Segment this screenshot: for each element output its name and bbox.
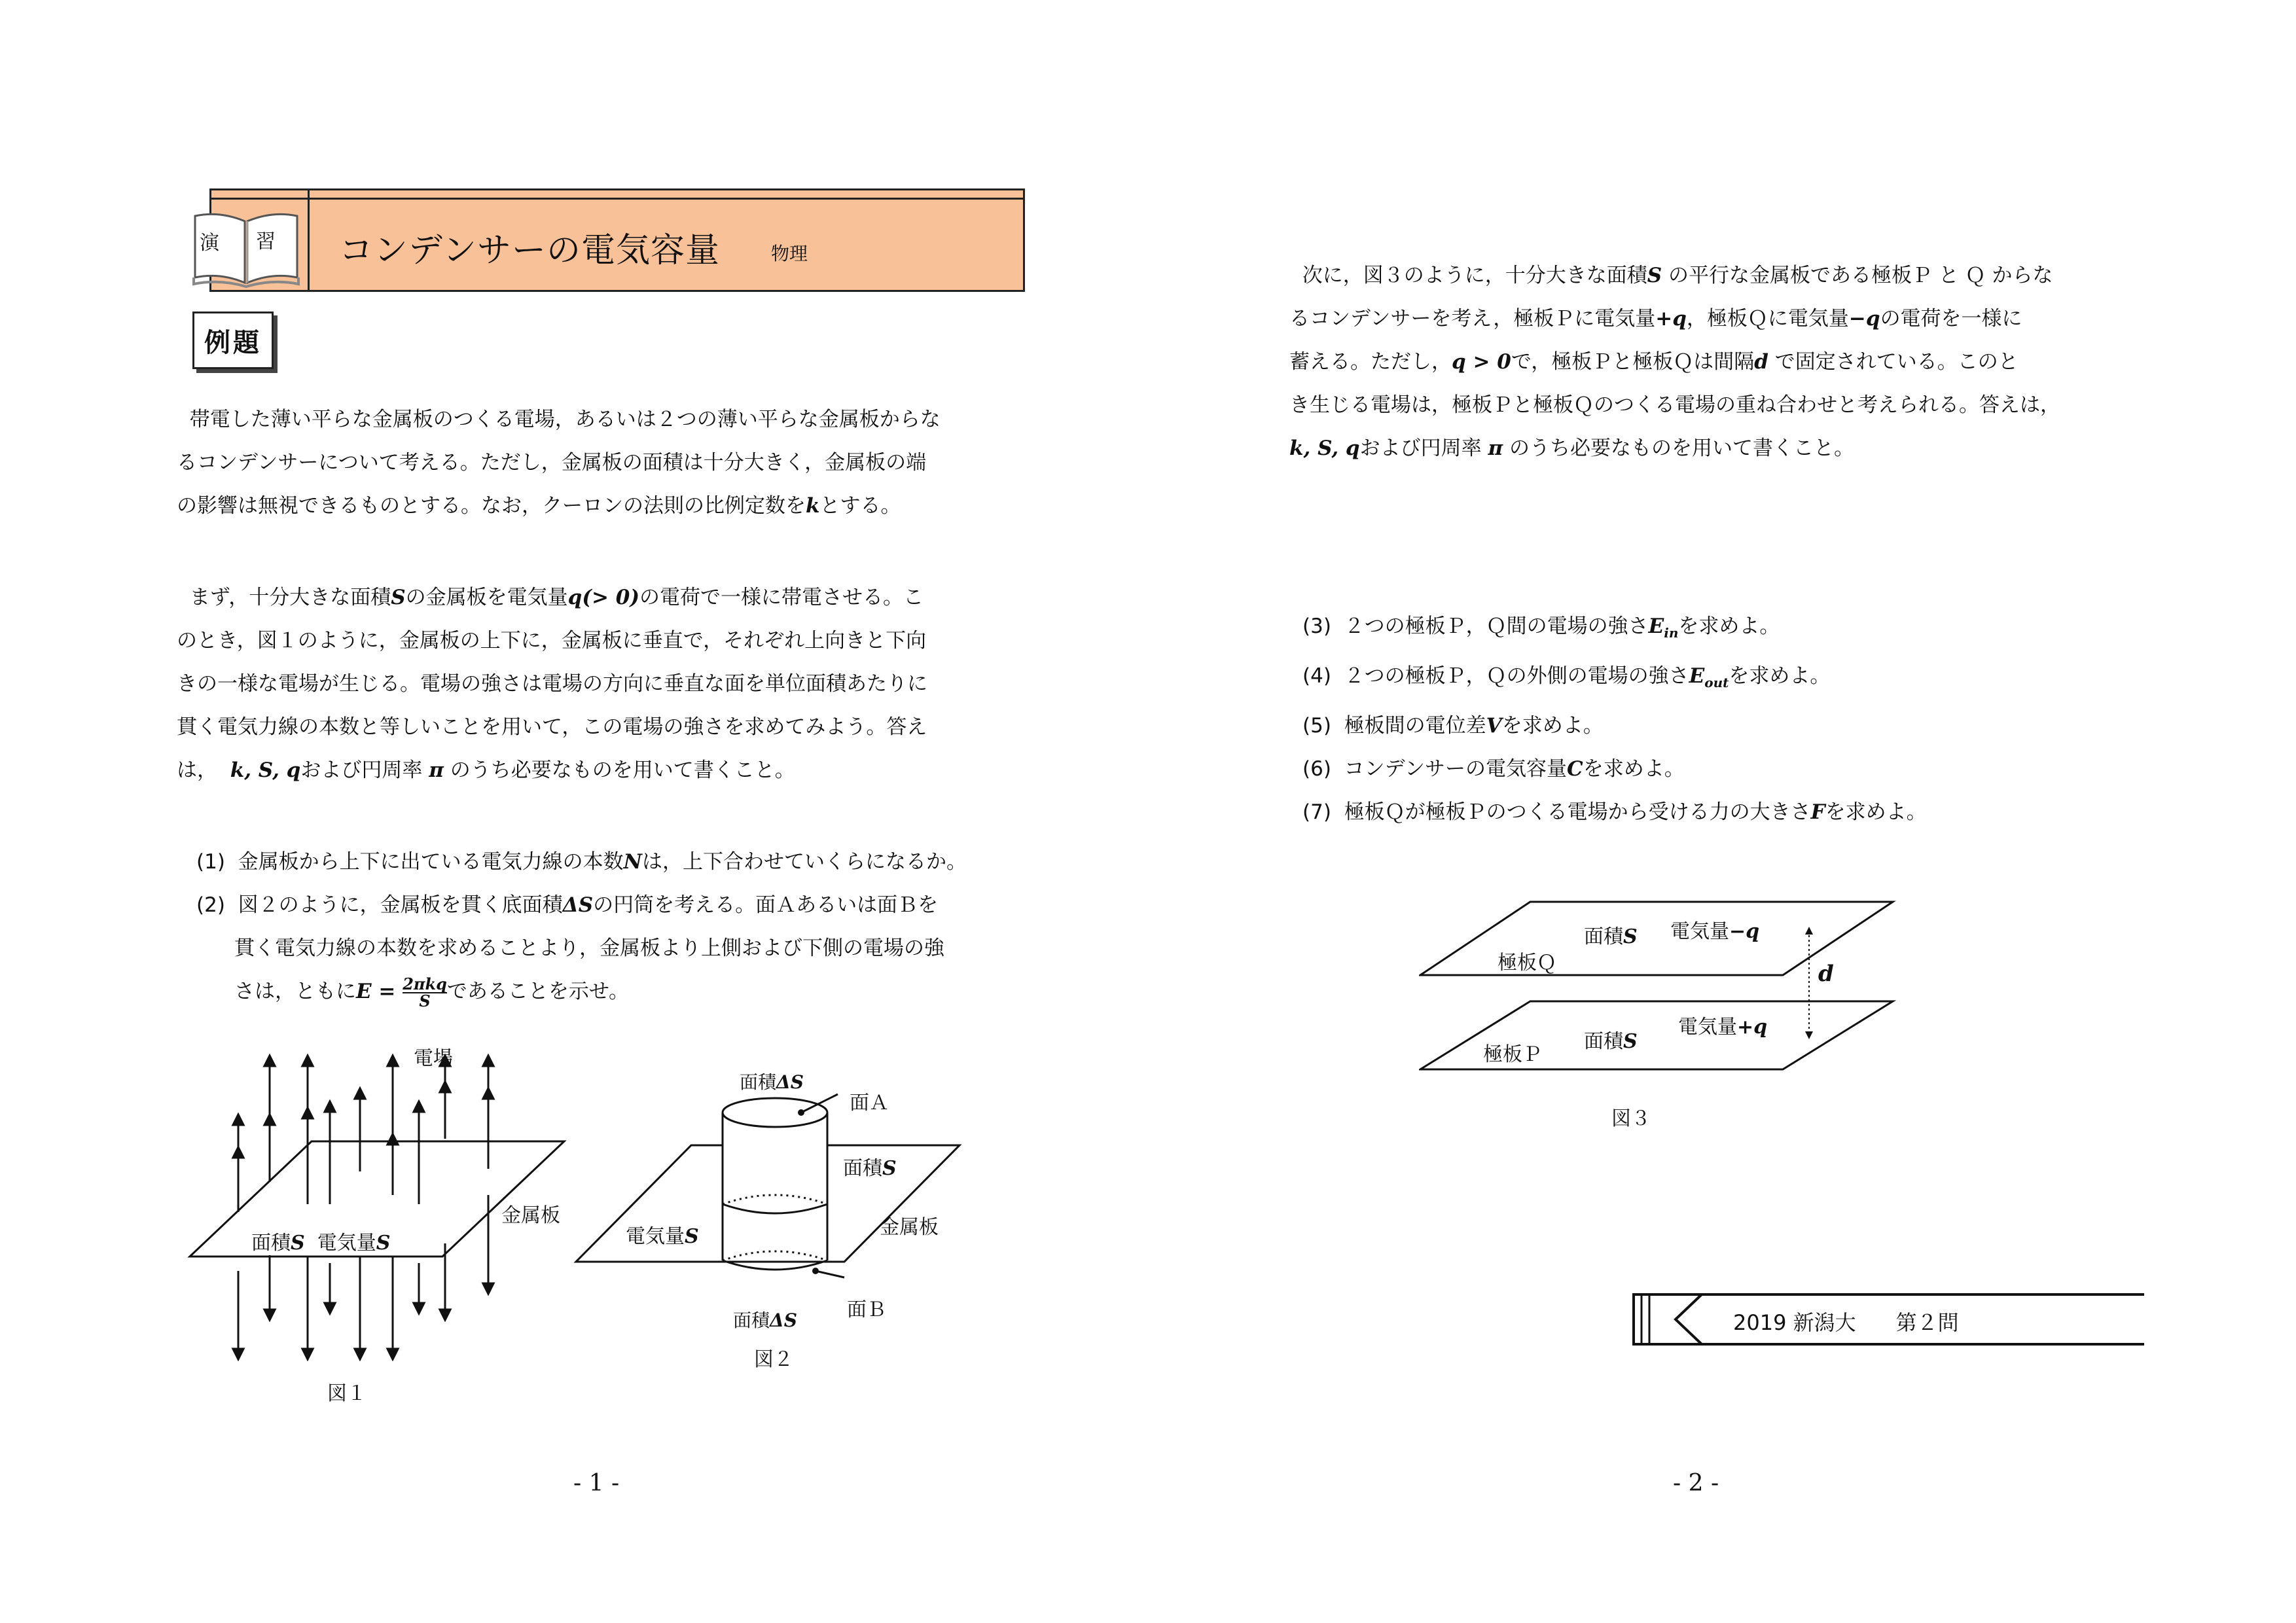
header-top-rule — [209, 198, 1025, 200]
question-3: (3) ２つの極板Ｐ，Ｑ間の電場の強さ$E_{in}$を求めよ。 — [1302, 615, 1780, 641]
para1-line-3: きの一様な電場が生じる。電場の強さは電場の方向に垂直な面を単位面積あたりに — [177, 672, 927, 696]
fig3-area-p-label: 面積S — [1584, 1030, 1638, 1053]
fig3-charge-p-label: 電気量+q — [1678, 1016, 1768, 1039]
fig2-face-a-label: 面Ａ — [850, 1092, 889, 1115]
fig3-plate-p-label: 極板Ｐ — [1483, 1043, 1542, 1066]
question-2-line-1: (2) 図２のように，金属板を貫く底面積ΔSの円筒を考える。面Ａあるいは面Ｂを — [196, 893, 939, 917]
fig2-top-area-label: 面積ΔS — [740, 1071, 804, 1093]
question-1-2-block — [196, 840, 967, 1013]
para1-line-2: のとき，図１のように，金属板の上下に，金属板に垂直で，それぞれ上向きと下向 — [177, 629, 927, 652]
right-line-3: 蓄える。ただし，q > 0で，極板Ｐと極板Ｑは間隔d で固定されている。このと — [1289, 350, 2018, 374]
para1-line-5: は， k, S, qおよび円周率 π のうち必要なものを用いて書くこと。 — [177, 758, 795, 782]
fig1-area-label: 面積S 電気量S — [251, 1226, 390, 1255]
page-number-1: - 1 - — [573, 1470, 620, 1497]
fig2-caption: 図２ — [754, 1348, 793, 1371]
question-6: (6) コンデンサーの電気容量Cを求めよ。 — [1302, 757, 1685, 781]
badge-left-text: 演 — [200, 232, 219, 255]
fig2-bottom-area-label: 面積ΔS — [733, 1310, 797, 1331]
intro-line-1: 帯電した薄い平らな金属板のつくる電場，あるいは２つの薄い平らな金属板からな — [189, 408, 941, 431]
fig3-caption: 図３ — [1611, 1107, 1651, 1130]
fig3-plate-q-label: 極板Ｑ — [1498, 952, 1556, 974]
page-title: コンデンサーの電気容量 — [339, 231, 720, 270]
para1-line-4: 貫く電気力線の本数と等しいことを用いて，この電場の強さを求めてみよう。答え — [177, 715, 927, 739]
figure-2 — [569, 1080, 975, 1322]
body-paragraph-1 — [177, 576, 927, 792]
question-7: (7) 極板Ｑが極板Ｐのつくる電場から受ける力の大きさFを求めよ。 — [1302, 800, 1927, 825]
fig2-area-label: 面積S — [843, 1157, 897, 1180]
source-label: 2019 新潟大 第２問 — [1733, 1310, 1959, 1335]
right-line-2: るコンデンサーを考え，極板Ｐに電気量+q，極板Ｑに電気量−qの電荷を一様に — [1289, 307, 2022, 330]
question-4: (4) ２つの極板Ｐ，Ｑの外側の電場の強さ$E_{out}$を求めよ。 — [1302, 664, 1831, 691]
questions-3-7-block — [1302, 605, 1927, 834]
page-number-2: - 2 - — [1673, 1470, 1719, 1497]
badge-right-text: 習 — [256, 230, 276, 253]
example-label: 例題 — [192, 312, 274, 369]
fig2-face-b-label: 面Ｂ — [847, 1298, 886, 1321]
right-line-4: き生じる電場は，極板Ｐと極板Ｑのつくる電場の重ね合わせと考えられる。答えは， — [1289, 393, 2060, 417]
fig3-area-q-label: 面積S — [1584, 925, 1638, 948]
fig1-field-label: 電場 — [414, 1047, 453, 1070]
intro-line-3: の影響は無視できるものとする。なお，クーロンの法則の比例定数をkとする。 — [177, 494, 901, 518]
fig3-charge-q-label: 電気量−q — [1670, 920, 1760, 943]
right-line-5: k, S, qおよび円周率 π のうち必要なものを用いて書くこと。 — [1289, 437, 1855, 460]
fraction: 2πkq S — [403, 974, 447, 1010]
subject-label: 物理 — [771, 243, 808, 264]
question-2-line-2: 貫く電気力線の本数を求めることより，金属板より上側および下側の電場の強 — [234, 936, 944, 960]
question-5: (5) 極板間の電位差Vを求めよ。 — [1302, 714, 1604, 738]
fig2-charge-label: 電気量S — [626, 1225, 699, 1248]
fig2-plate-label: 金属板 — [880, 1216, 939, 1239]
fig1-plate-label: 金属板 — [501, 1204, 560, 1227]
fig3-gap-label: d — [1818, 961, 1834, 987]
para1-line-1: まず，十分大きな面積Sの金属板を電気量q(> 0)の電荷で一様に帯電させる。こ — [189, 586, 924, 609]
intro-line-2: るコンデンサーについて考える。ただし，金属板の面積は十分大きく，金属板の端 — [177, 451, 927, 474]
face-a-surface — [723, 1098, 827, 1127]
right-intro-paragraph — [1289, 254, 2060, 470]
fig1-caption: 図１ — [327, 1382, 367, 1405]
question-1: (1) 金属板から上下に出ている電気力線の本数Nは，上下合わせていくらになるか。 — [196, 850, 967, 874]
question-2-line-3: さは，ともにE = 2πkq S であることを示せ。 — [234, 974, 629, 1010]
intro-paragraph — [177, 398, 941, 527]
right-line-1: 次に，図３のように，十分大きな面積S の平行な金属板である極板Ｐ と Ｑ からな — [1302, 264, 2053, 287]
header-divider — [308, 188, 310, 292]
